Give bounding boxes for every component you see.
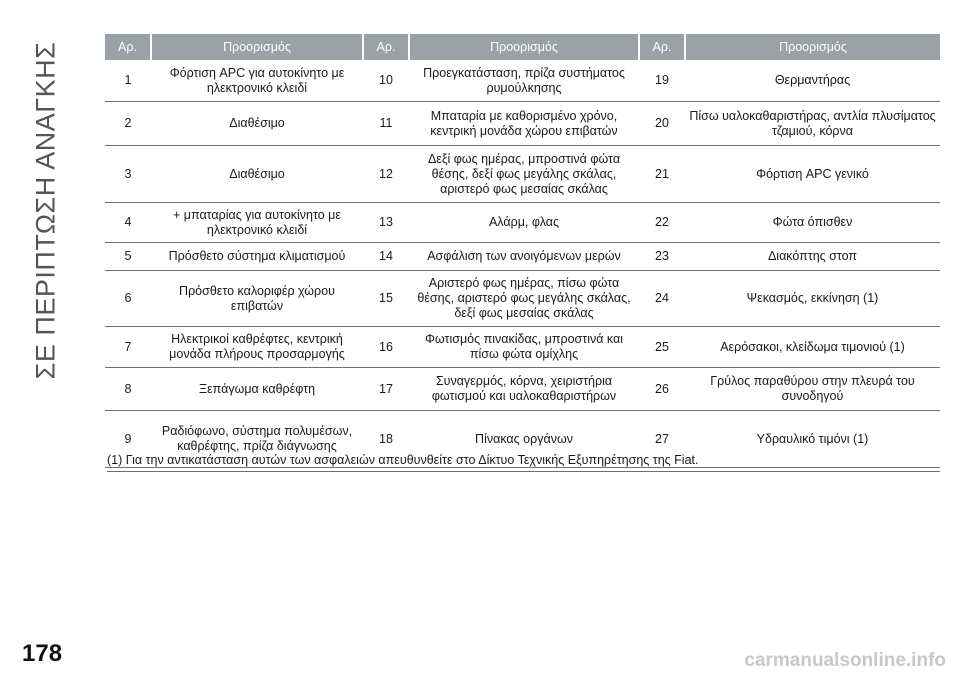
fuse-purpose: Ραδιόφωνο, σύστημα πολυμέσων, καθρέφτης, πρίζα διάγνωσης [151, 411, 363, 468]
header-no-1: Αρ. [105, 34, 151, 60]
fuse-number: 4 [105, 203, 151, 243]
fuse-number: 24 [639, 271, 685, 327]
fuse-purpose: Υδραυλικό τιμόνι (1) [685, 411, 940, 468]
fuse-purpose: Διακόπτης στοπ [685, 243, 940, 271]
fuse-number: 18 [363, 411, 409, 468]
header-purpose-1: Προορισμός [151, 34, 363, 60]
table-row [105, 60, 940, 102]
fuse-number: 3 [105, 146, 151, 203]
footnote: (1) Για την αντικατάσταση αυτών των ασφαλειών απευθυνθείτε στο Δίκτυο Τεχνικής Εξυπηρέτησης της Fiat. [107, 453, 940, 472]
fuse-number: 6 [105, 271, 151, 327]
fuse-number: 10 [363, 60, 409, 102]
table-row [105, 271, 940, 327]
fuse-number: 13 [363, 203, 409, 243]
fuse-purpose: Φώτα όπισθεν [685, 203, 940, 243]
fuse-purpose: Αερόσακοι, κλείδωμα τιμονιού (1) [685, 327, 940, 368]
fuse-number: 17 [363, 368, 409, 411]
fuse-number: 2 [105, 102, 151, 146]
header-no-3: Αρ. [639, 34, 685, 60]
header-no-2: Αρ. [363, 34, 409, 60]
fuse-number: 25 [639, 327, 685, 368]
fuse-purpose: Αλάρμ, φλας [409, 203, 639, 243]
fuse-number: 1 [105, 60, 151, 102]
fuse-purpose: Δεξί φως ημέρας, μπροστινά φώτα θέσης, δεξί φως μεγάλης σκάλας, αριστερό φως μεσαίας σκάλας [409, 146, 639, 203]
fuse-number: 16 [363, 327, 409, 368]
fuse-number: 19 [639, 60, 685, 102]
fuse-purpose: Ηλεκτρικοί καθρέφτες, κεντρική μονάδα πλήρους προσαρμογής [151, 327, 363, 368]
table-row [105, 243, 940, 271]
header-purpose-2: Προορισμός [409, 34, 639, 60]
fuse-number: 15 [363, 271, 409, 327]
fuse-purpose: Μπαταρία με καθορισμένο χρόνο, κεντρική μονάδα χώρου επιβατών [409, 102, 639, 146]
fuse-number: 5 [105, 243, 151, 271]
fuse-purpose: Ξεπάγωμα καθρέφτη [151, 368, 363, 411]
table-row [105, 368, 940, 411]
fuse-purpose: Αριστερό φως ημέρας, πίσω φώτα θέσης, αριστερό φως μεγάλης σκάλας, δεξί φως μεσαίας σκάλας [409, 271, 639, 327]
fuse-purpose: Φόρτιση APC για αυτοκίνητο με ηλεκτρονικό κλειδί [151, 60, 363, 102]
fuse-number: 22 [639, 203, 685, 243]
fuse-number: 14 [363, 243, 409, 271]
table-row [105, 146, 940, 203]
fuse-purpose: Διαθέσιμο [151, 102, 363, 146]
watermark: carmanualsonline.info [744, 650, 946, 671]
fuse-number: 27 [639, 411, 685, 468]
fuse-number: 20 [639, 102, 685, 146]
fuse-number: 23 [639, 243, 685, 271]
fuse-purpose: Πρόσθετο καλοριφέρ χώρου επιβατών [151, 271, 363, 327]
fuse-purpose: Πρόσθετο σύστημα κλιματισμού [151, 243, 363, 271]
page-number: 178 [22, 640, 63, 667]
table-row [105, 327, 940, 368]
fuse-purpose: Πίσω υαλοκαθαριστήρας, αντλία πλυσίματος τζαμιού, κόρνα [685, 102, 940, 146]
fuse-purpose: Διαθέσιμο [151, 146, 363, 203]
fuse-purpose: Ψεκασμός, εκκίνηση (1) [685, 271, 940, 327]
header-purpose-3: Προορισμός [685, 34, 940, 60]
fuse-number: 9 [105, 411, 151, 468]
fuse-purpose: Ασφάλιση των ανοιγόμενων μερών [409, 243, 639, 271]
fuse-purpose: Προεγκατάσταση, πρίζα συστήματος ρυμούλκησης [409, 60, 639, 102]
fuse-number: 12 [363, 146, 409, 203]
fuse-number: 21 [639, 146, 685, 203]
table-row [105, 203, 940, 243]
fuse-purpose: Φωτισμός πινακίδας, μπροστινά και πίσω φώτα ομίχλης [409, 327, 639, 368]
table-row [105, 102, 940, 146]
fuse-number: 7 [105, 327, 151, 368]
section-side-title [26, 30, 66, 390]
fuse-number: 8 [105, 368, 151, 411]
fuse-number: 26 [639, 368, 685, 411]
fuse-purpose: Γρύλος παραθύρου στην πλευρά του συνοδηγού [685, 368, 940, 411]
fuse-purpose: Συναγερμός, κόρνα, χειριστήρια φωτισμού και υαλοκαθαριστήρων [409, 368, 639, 411]
section-side-title-text: ΣΕ ΠΕΡΙΠΤΩΣΗ ΑΝΑΓΚΗΣ [30, 41, 61, 379]
fuse-purpose: Φόρτιση APC γενικό [685, 146, 940, 203]
fuse-table [105, 34, 940, 468]
fuse-purpose: + μπαταρίας για αυτοκίνητο με ηλεκτρονικό κλειδί [151, 203, 363, 243]
fuse-number: 11 [363, 102, 409, 146]
fuse-purpose: Πίνακας οργάνων [409, 411, 639, 468]
table-header-row [105, 34, 940, 60]
fuse-purpose: Θερμαντήρας [685, 60, 940, 102]
